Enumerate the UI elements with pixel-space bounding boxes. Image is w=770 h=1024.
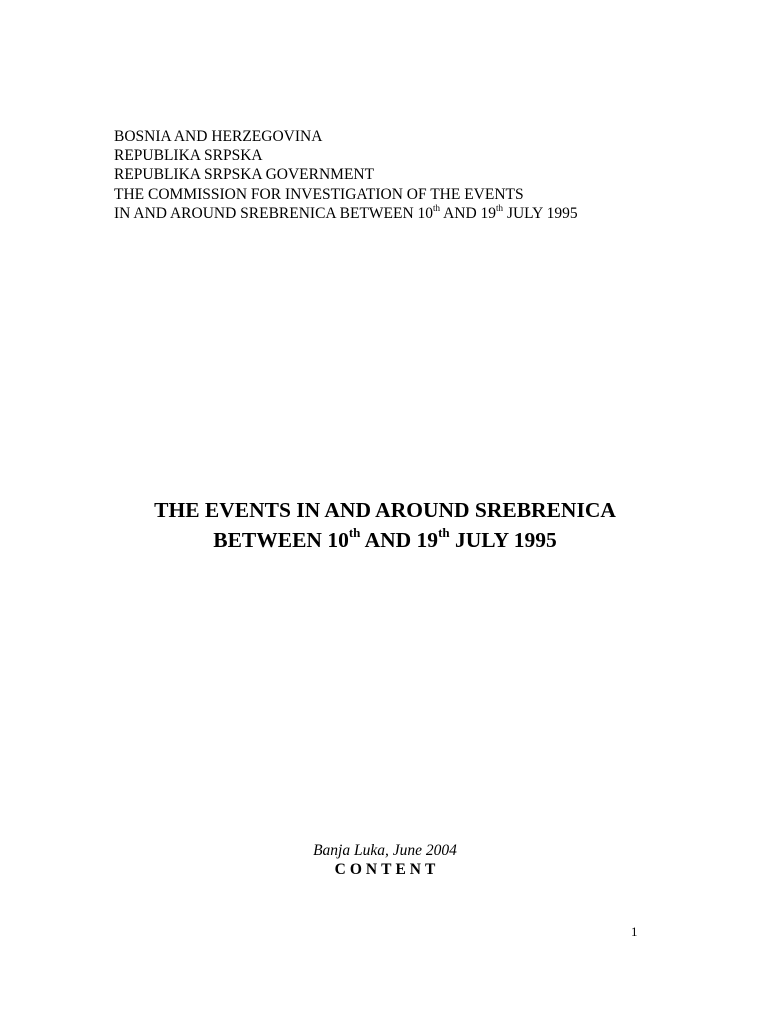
header-country: BOSNIA AND HERZEGOVINA	[114, 128, 323, 145]
content-heading: CONTENT	[334, 861, 440, 878]
place-and-date: Banja Luka, June 2004	[313, 842, 457, 859]
header-commission: THE COMMISSION FOR INVESTIGATION OF THE EVENTS	[114, 185, 524, 203]
header-entity: REPUBLIKA SRPSKA	[114, 147, 263, 165]
issuing-authority-header	[114, 127, 578, 223]
page-number: 1	[631, 924, 638, 939]
header-government: REPUBLIKA SRPSKA GOVERNMENT	[114, 166, 375, 184]
document-title	[0, 495, 770, 555]
header-commission-scope: IN AND AROUND SREBRENICA BETWEEN 10th AND 19th JULY 1995	[114, 202, 578, 222]
title-line-1: THE EVENTS IN AND AROUND SREBRENICA	[154, 498, 616, 522]
title-line-2: BETWEEN 10th AND 19th JULY 1995	[213, 524, 557, 552]
